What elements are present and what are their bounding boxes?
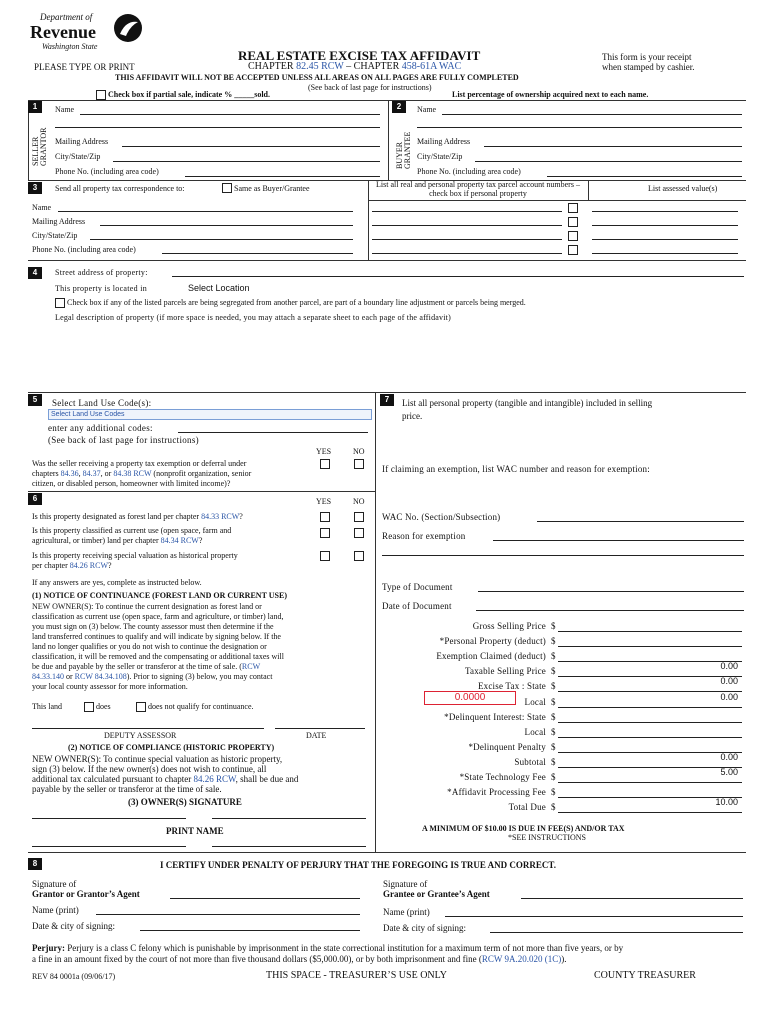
logo-line3: Washington State xyxy=(42,42,98,51)
historic-no-checkbox[interactable] xyxy=(354,551,364,561)
owner-signature-input-1[interactable] xyxy=(32,818,186,819)
calc-row-label: Taxable Selling Price xyxy=(464,666,546,676)
rcw-8434-link[interactable]: 84.34 RCW xyxy=(160,536,199,545)
notice1-line-6: classification, it will be removed and the compensating or additional taxes will xyxy=(32,652,284,661)
calc-row-label: *Delinquent Interest: State xyxy=(444,712,546,722)
this-land-label: This land xyxy=(32,702,62,711)
grantee-date-city-label: Date & city of signing: xyxy=(383,923,466,933)
corr-mailing-label: Mailing Address xyxy=(32,217,86,226)
exempt-q2-pre: chapters xyxy=(32,469,61,478)
assessed-values-header: List assessed value(s) xyxy=(648,184,718,193)
calc-row xyxy=(380,727,746,740)
reason-exemption-input-2[interactable] xyxy=(382,555,744,556)
land-does-checkbox[interactable] xyxy=(84,702,94,712)
land-does-not-label: does not qualify for continuance. xyxy=(148,702,254,711)
buyer-mailing-label: Mailing Address xyxy=(417,137,471,146)
calc-row-value: 0.00 xyxy=(720,692,738,702)
current-use-yes-checkbox[interactable] xyxy=(320,528,330,538)
rcw-8436-link[interactable]: 84.36 xyxy=(60,469,79,478)
exempt-yes-header: YES xyxy=(316,447,332,456)
seller-grantor-label: SELLER GRANTOR xyxy=(31,127,48,166)
calc-row xyxy=(380,787,746,800)
rcw-8426-link[interactable]: 84.26 RCW xyxy=(69,561,108,570)
perjury-text-2-post: ). xyxy=(561,954,567,964)
calc-row-dollar: $ xyxy=(551,712,556,722)
select-location-dropdown[interactable]: Select Location xyxy=(188,283,250,293)
section-5-number: 5 xyxy=(28,394,42,406)
notice-continuance-title: (1) NOTICE OF CONTINUANCE (FOREST LAND OR CURRENT USE) xyxy=(32,591,287,600)
calc-row-input[interactable] xyxy=(558,767,742,768)
seller-name-input-2[interactable] xyxy=(55,127,380,128)
exempt-question-2 xyxy=(32,469,251,478)
exempt-no-checkbox[interactable] xyxy=(354,459,364,469)
calc-row-input[interactable] xyxy=(558,752,742,753)
notice1-line-2: classification as current use (open space, farm and agriculture, or timber) land, xyxy=(32,612,284,621)
print-name-label: PRINT NAME xyxy=(166,826,224,836)
notice1-line-3: you must sign on (3) below. The county assessor must then determine if the xyxy=(32,622,274,631)
notice2-line-2: sign (3) below. If the new owner(s) does not wish to continue, all xyxy=(32,764,267,774)
calc-row-label: Exemption Claimed (deduct) xyxy=(436,651,546,661)
certify-statement: I CERTIFY UNDER PENALTY OF PERJURY THAT THE FOREGOING IS TRUE AND CORRECT. xyxy=(160,860,557,870)
notice1-line-9: your local county assessor for more information. xyxy=(32,682,188,691)
date-document-input[interactable] xyxy=(476,610,744,611)
calc-row-dollar: $ xyxy=(551,787,556,797)
historic-question-1: Is this property receiving special valuation as historical property xyxy=(32,551,238,560)
located-in-label: This property is located in xyxy=(55,284,148,293)
date-document-label: Date of Document xyxy=(382,601,452,611)
calc-row-dollar: $ xyxy=(551,772,556,782)
corr-phone-label: Phone No. (including area code) xyxy=(32,245,136,254)
forest-no-header: NO xyxy=(353,497,365,506)
receipt-note-1: This form is your receipt xyxy=(602,52,692,62)
exempt-q2-comma: , xyxy=(78,469,83,478)
wac-no-input[interactable] xyxy=(537,521,744,522)
seller-name-label: Name xyxy=(55,105,75,114)
grantor-name-input[interactable] xyxy=(96,914,360,915)
assessed-input-4[interactable] xyxy=(592,253,738,254)
calc-row-label: Local xyxy=(524,727,546,737)
calc-row-dollar: $ xyxy=(551,636,556,646)
notice2-line-1: NEW OWNER(S): To continue special valuation as historic property, xyxy=(32,754,283,764)
section-1-number: 1 xyxy=(28,101,42,113)
seller-mailing-input[interactable] xyxy=(122,146,380,147)
assessor-date-input[interactable] xyxy=(275,728,365,729)
grantee-sig-label-2: Grantee or Grantee’s Agent xyxy=(383,889,490,899)
hist-q2-pre: per chapter xyxy=(32,561,70,570)
historic-yes-checkbox[interactable] xyxy=(320,551,330,561)
perjury-text-2-pre: a fine in an amount fixed by the court of not more than five thousand dollars ($5,000.00), or by both imprisonment and fine ( xyxy=(32,954,482,964)
grantee-sig-label-1: Signature of xyxy=(383,879,428,889)
type-document-label: Type of Document xyxy=(382,582,453,592)
parcel-input-1[interactable] xyxy=(372,211,562,212)
buyer-phone-label: Phone No. (including area code) xyxy=(417,167,521,176)
notice-compliance-title: (2) NOTICE OF COMPLIANCE (HISTORIC PROPERTY) xyxy=(68,743,275,752)
logo-emblem-icon xyxy=(112,12,144,44)
parcel-personal-checkbox-4[interactable] xyxy=(568,245,578,255)
land-does-not-checkbox[interactable] xyxy=(136,702,146,712)
corr-name-label: Name xyxy=(32,203,52,212)
calc-row xyxy=(380,797,746,815)
calc-row-value: 0.00 xyxy=(720,752,738,762)
calc-row xyxy=(380,621,746,634)
land-does-label: does xyxy=(96,702,111,711)
calc-row-label: *Affidavit Processing Fee xyxy=(447,787,546,797)
assessed-input-2[interactable] xyxy=(592,225,738,226)
form-title: REAL ESTATE EXCISE TAX AFFIDAVIT xyxy=(238,48,481,63)
rcw-link[interactable]: 82.45 RCW xyxy=(296,61,344,72)
n1-l8-post: ). Prior to signing (3) below, you may contact xyxy=(126,672,273,681)
street-address-label: Street address of property: xyxy=(55,268,148,277)
form-number: REV 84 0001a (09/06/17) xyxy=(32,972,116,981)
buyer-name-input[interactable] xyxy=(442,114,742,115)
calc-row-input[interactable] xyxy=(558,707,742,708)
calc-row-dollar: $ xyxy=(551,757,556,767)
buyer-mailing-input[interactable] xyxy=(484,146,742,147)
exempt-q2-or: , or xyxy=(100,469,114,478)
current-use-no-checkbox[interactable] xyxy=(354,528,364,538)
logo-line1: Department of xyxy=(40,12,93,22)
grantee-date-city-input[interactable] xyxy=(490,932,743,933)
calc-row-label: Subtotal xyxy=(514,757,546,767)
land-use-dropdown[interactable]: Select Land Use Codes xyxy=(48,409,372,420)
rcw-link-inline[interactable]: RCW xyxy=(241,662,261,671)
calc-row-input[interactable] xyxy=(558,661,742,662)
hist-q-mark: ? xyxy=(108,561,112,570)
assessed-input-3[interactable] xyxy=(592,239,738,240)
deputy-assessor-label: DEPUTY ASSESSOR xyxy=(104,731,177,740)
seller-phone-input[interactable] xyxy=(185,176,380,177)
forest-no-checkbox[interactable] xyxy=(354,512,364,522)
perjury-notice-1 xyxy=(32,943,744,953)
same-as-buyer-label: Same as Buyer/Grantee xyxy=(234,184,310,193)
calc-row-label: Gross Selling Price xyxy=(472,621,546,631)
notice1-line-7 xyxy=(32,662,260,671)
exemption-label: If claiming an exemption, list WAC number and reason for exemption: xyxy=(382,464,650,474)
corr-city-input[interactable] xyxy=(90,239,353,240)
current-q2-pre: agricultural, or timber) land per chapter xyxy=(32,536,161,545)
notice1-line-8 xyxy=(32,672,272,681)
chapter-mid: – CHAPTER xyxy=(343,61,402,72)
grantor-date-city-input[interactable] xyxy=(140,930,360,931)
rcw-8433140-link[interactable]: 84.33.140 xyxy=(32,672,64,681)
calc-row-input[interactable] xyxy=(558,737,742,738)
legal-description-label: Legal description of property (if more space is needed, you may attach a separate sheet to each page of the affidavit) xyxy=(55,313,451,322)
parcel-personal-checkbox-1[interactable] xyxy=(568,203,578,213)
notice1-line-4: land transferred continues to qualify and will indicate by signing below. If the xyxy=(32,632,281,641)
seller-name-input[interactable] xyxy=(80,114,380,115)
corr-mailing-input[interactable] xyxy=(100,225,353,226)
calc-row-input[interactable] xyxy=(558,646,742,647)
section-2-number: 2 xyxy=(392,101,406,113)
exempt-q2-post: (nonprofit organization, senior xyxy=(151,469,252,478)
perjury-text-1: Perjury is a class C felony which is punishable by imprisonment in the state correctional institution for a maximum term of not more than five years, or by xyxy=(64,943,624,953)
parcel-input-3[interactable] xyxy=(372,239,562,240)
county-treasurer-label: COUNTY TREASURER xyxy=(594,970,696,981)
section-8-number: 8 xyxy=(28,858,42,870)
calc-row-input[interactable] xyxy=(558,676,742,677)
historic-question-2 xyxy=(32,561,112,570)
calc-row-dollar: $ xyxy=(551,621,556,631)
calc-row-input[interactable] xyxy=(558,631,742,632)
street-address-input[interactable] xyxy=(172,276,744,277)
type-document-input[interactable] xyxy=(478,591,744,592)
calc-row-dollar: $ xyxy=(551,651,556,661)
reason-exemption-label: Reason for exemption xyxy=(382,531,466,541)
partial-sale-label: Check box if partial sale, indicate % _____sold. xyxy=(108,90,271,99)
section-3-number: 3 xyxy=(28,182,42,194)
calc-row-value: 10.00 xyxy=(715,797,738,807)
grantee-signature-input[interactable] xyxy=(521,898,743,899)
notice2-line-3 xyxy=(32,774,298,784)
print-name-input-2[interactable] xyxy=(212,846,366,847)
exempt-question-3: citizen, or disabled person, homeowner with limited income)? xyxy=(32,479,231,488)
grantee-name-input[interactable] xyxy=(445,916,743,917)
additional-codes-input[interactable] xyxy=(178,432,368,433)
chapter-line xyxy=(248,61,461,72)
calc-row-label: *Delinquent Penalty xyxy=(468,742,546,752)
rcw-8433-link[interactable]: 84.33 RCW xyxy=(201,512,240,521)
calc-row-label: Local xyxy=(524,697,546,707)
grantor-name-label: Name (print) xyxy=(32,905,79,915)
calc-row xyxy=(380,636,746,649)
notice1-line-1: NEW OWNER(S): To continue the current designation as forest land or xyxy=(32,602,262,611)
corr-name-input[interactable] xyxy=(58,211,353,212)
calc-row-dollar: $ xyxy=(551,681,556,691)
calc-row-input[interactable] xyxy=(558,782,742,783)
rcw-8437-link[interactable]: 84.37 xyxy=(82,469,101,478)
grantor-sig-label-2: Grantor or Grantor’s Agent xyxy=(32,889,140,899)
corr-city-label: City/State/Zip xyxy=(32,231,78,240)
parcel-personal-checkbox-2[interactable] xyxy=(568,217,578,227)
rcw-8434108-link[interactable]: RCW 84.34.108 xyxy=(74,672,127,681)
wac-link[interactable]: 458-61A WAC xyxy=(401,61,462,72)
segregated-label: Check box if any of the listed parcels are being segregated from another parcel, are part of a boundary line adjustment or parcels being merged. xyxy=(67,298,526,307)
grantor-signature-input[interactable] xyxy=(170,898,360,899)
same-as-buyer-checkbox[interactable] xyxy=(222,183,232,193)
calc-row-input[interactable] xyxy=(558,691,742,692)
current-q-mark: ? xyxy=(198,536,203,545)
buyer-name-input-2[interactable] xyxy=(417,127,742,128)
calc-row-input[interactable] xyxy=(558,722,742,723)
owner-signature-input-2[interactable] xyxy=(212,818,366,819)
additional-codes-label: enter any additional codes: xyxy=(48,423,153,433)
see-back-note: (See back of last page for instructions) xyxy=(308,83,432,92)
forest-yes-header: YES xyxy=(316,497,332,506)
calc-row xyxy=(380,712,746,725)
not-accepted-notice: THIS AFFIDAVIT WILL NOT BE ACCEPTED UNLESS ALL AREAS ON ALL PAGES ARE FULLY COMPLETED xyxy=(115,73,519,82)
seller-phone-label: Phone No. (including area code) xyxy=(55,167,159,176)
personal-property-label-1: List all personal property (tangible and intangible) included in selling xyxy=(402,398,653,408)
calc-row-label: Total Due xyxy=(508,802,546,812)
grantee-name-label: Name (print) xyxy=(383,907,430,917)
print-name-input-1[interactable] xyxy=(32,846,186,847)
rcw-8438-link[interactable]: 84.38 RCW xyxy=(113,469,152,478)
section-6-number: 6 xyxy=(28,493,42,505)
buyer-phone-input[interactable] xyxy=(547,176,742,177)
ownership-pct-note: List percentage of ownership acquired next to each name. xyxy=(452,90,649,99)
receipt-note-2: when stamped by cashier. xyxy=(602,62,695,72)
assessor-date-label: DATE xyxy=(306,731,327,740)
section-7-number: 7 xyxy=(380,394,394,406)
chapter-prefix: CHAPTER xyxy=(248,61,297,72)
calc-row xyxy=(380,752,746,770)
calc-row-dollar: $ xyxy=(551,742,556,752)
buyer-city-label: City/State/Zip xyxy=(417,152,463,161)
section-4-number: 4 xyxy=(28,267,42,279)
wac-no-label: WAC No. (Section/Subsection) xyxy=(382,512,501,522)
send-correspondence-label: Send all property tax correspondence to: xyxy=(55,184,185,193)
notice2-line-4: payable by the seller or transferor at the time of sale. xyxy=(32,784,222,794)
calc-row xyxy=(380,661,746,679)
forest-yes-checkbox[interactable] xyxy=(320,512,330,522)
calc-row-dollar: $ xyxy=(551,802,556,812)
calc-row-value: 0.00 xyxy=(720,661,738,671)
partial-sale-checkbox[interactable] xyxy=(96,90,106,100)
calc-row-dollar: $ xyxy=(551,697,556,707)
calc-row-label: *Personal Property (deduct) xyxy=(439,636,546,646)
rcw-8426-link-2[interactable]: 84.26 RCW xyxy=(193,774,236,784)
parcel-input-2[interactable] xyxy=(372,225,562,226)
perjury-notice-2 xyxy=(32,954,567,964)
corr-phone-input[interactable] xyxy=(162,253,353,254)
buyer-name-label: Name xyxy=(417,105,437,114)
see-instructions-note: *SEE INSTRUCTIONS xyxy=(508,833,587,842)
calc-row-input[interactable] xyxy=(558,812,742,813)
notice1-line-5: land no longer qualifies or you do not wish to continue the designation or xyxy=(32,642,267,651)
if-yes-instruction: If any answers are yes, complete as instructed below. xyxy=(32,578,202,587)
calc-row xyxy=(380,742,746,755)
calc-row xyxy=(380,767,746,785)
exempt-yes-checkbox[interactable] xyxy=(320,459,330,469)
grantor-sig-label-1: Signature of xyxy=(32,879,77,889)
perjury-label: Perjury: xyxy=(32,943,65,953)
current-use-question-2 xyxy=(32,536,202,545)
exempt-question-1: Was the seller receiving a property tax exemption or deferral under xyxy=(32,459,247,468)
local-rate-input[interactable]: 0.0000 xyxy=(424,691,516,705)
forest-q-pre: Is this property designated as forest land per chapter xyxy=(32,512,202,521)
forest-q-mark: ? xyxy=(239,512,243,521)
calc-row xyxy=(380,651,746,664)
calc-row-value: 0.00 xyxy=(720,676,738,686)
calc-row-label: Excise Tax : State xyxy=(477,681,546,691)
rcw-9a20020-link[interactable]: RCW 9A.20.020 (1C) xyxy=(481,954,562,964)
please-type: PLEASE TYPE OR PRINT xyxy=(34,62,135,72)
land-use-see-back: (See back of last page for instructions) xyxy=(48,435,199,445)
calc-row-dollar: $ xyxy=(551,666,556,676)
assessed-input-1[interactable] xyxy=(592,211,738,212)
current-use-question-1: Is this property classified as current use (open space, farm and xyxy=(32,526,232,535)
parcel-personal-checkbox-3[interactable] xyxy=(568,231,578,241)
logo-line2: Revenue xyxy=(30,22,96,42)
segregated-checkbox[interactable] xyxy=(55,298,65,308)
n1-or: or xyxy=(64,672,75,681)
dor-logo xyxy=(30,12,160,54)
exempt-no-header: NO xyxy=(353,447,365,456)
calc-row-input[interactable] xyxy=(558,797,742,798)
calc-row-value: 5.00 xyxy=(720,767,738,777)
minimum-due-notice: A MINIMUM OF $10.00 IS DUE IN FEE(S) AND/OR TAX xyxy=(422,824,625,833)
seller-mailing-label: Mailing Address xyxy=(55,137,109,146)
n2-l3-post: , shall be due and xyxy=(235,774,299,784)
buyer-grantee-label: BUYER GRANTEE xyxy=(395,131,412,169)
treasurer-use-only: THIS SPACE - TREASURER’S USE ONLY xyxy=(266,970,447,981)
n2-l3-pre: additional tax calculated pursuant to chapter xyxy=(32,774,194,784)
land-use-label: Select Land Use Code(s): xyxy=(52,398,152,408)
seller-city-label: City/State/Zip xyxy=(55,152,101,161)
legal-description-input[interactable] xyxy=(55,326,745,388)
forest-question xyxy=(32,512,243,521)
calc-row-dollar: $ xyxy=(551,727,556,737)
personal-property-label-2: price. xyxy=(402,411,423,421)
n1-l7-pre: be due and payable by the seller or transferor at the time of sale. ( xyxy=(32,662,242,671)
deputy-assessor-signature[interactable] xyxy=(32,728,264,729)
owner-signature-title: (3) OWNER(S) SIGNATURE xyxy=(128,797,242,807)
parcels-header: List all real and personal property tax parcel account numbers – check box if personal property xyxy=(376,180,580,198)
grantor-date-city-label: Date & city of signing: xyxy=(32,921,115,931)
buyer-city-input[interactable] xyxy=(475,161,742,162)
calc-row-label: *State Technology Fee xyxy=(459,772,546,782)
seller-city-input[interactable] xyxy=(113,161,380,162)
parcel-input-4[interactable] xyxy=(372,253,562,254)
reason-exemption-input[interactable] xyxy=(493,540,744,541)
